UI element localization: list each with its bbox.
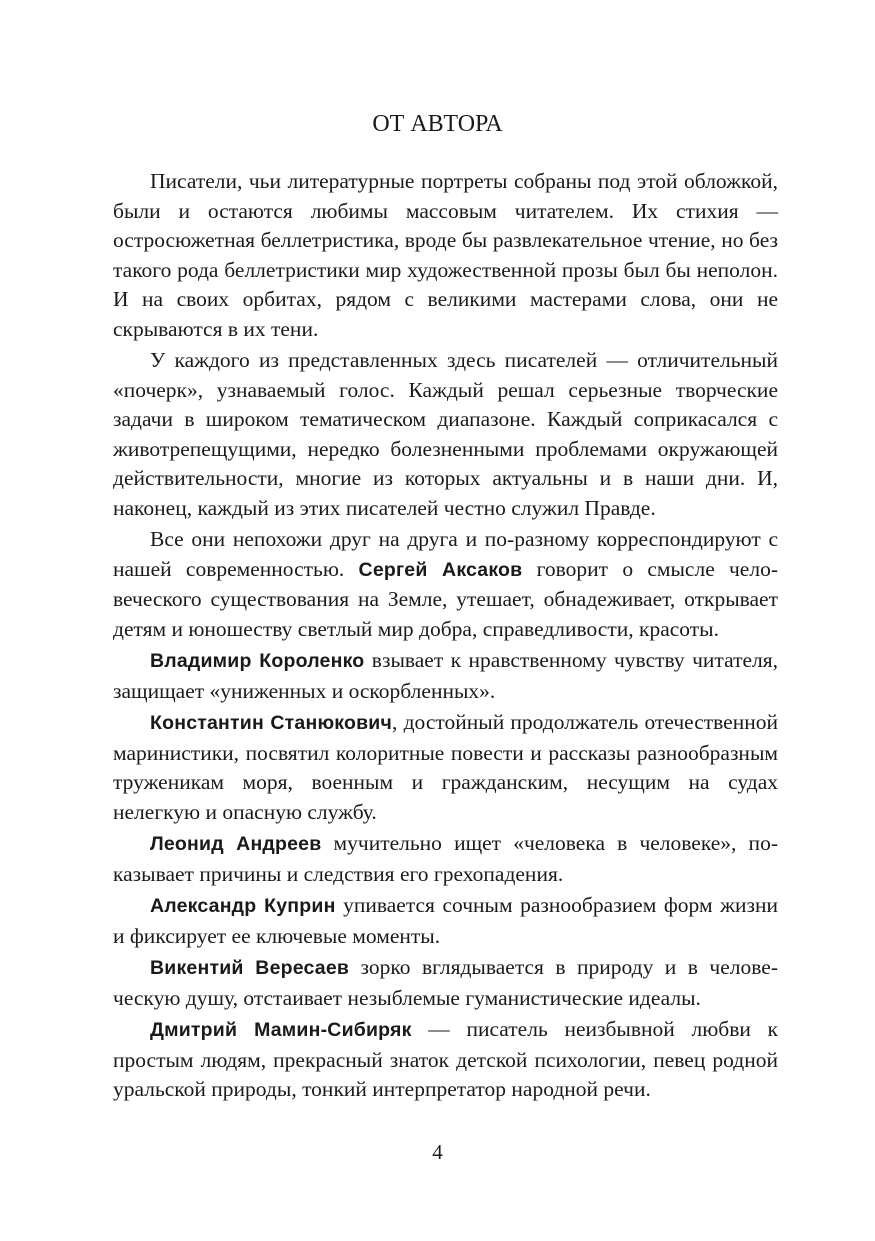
paragraph-7 (113, 891, 778, 951)
author-name-mamin-sibiryak: Дмитрий Мамин-Сибиряк (150, 1019, 412, 1041)
paragraph-text: , достойный продолжатель отечественной маринистики, посвятил колоритные повести и рассказы разнообразным труженикам моря, военным и гражданским, несущим на судах нелегкую и опасную службу. (113, 710, 778, 824)
paragraph-text: мучительно ищет «человека в человеке», показывает причины и следствия его грехопадения. (113, 831, 778, 886)
paragraph-text: — писатель неизбывной любви к простым людям, прекрасный знаток детской психологии, певец родной уральской природы, тонкий интерпретатор народной речи. (113, 1017, 778, 1101)
paragraph-text: говорит о смысле человеческого существования на Земле, утешает, обнадеживает, открывает детям и юношеству светлый мир добра, справедливости, красоты. (113, 556, 778, 641)
paragraph-text: зорко вглядывается в природу и в человеческую душу, отстаивает незыблемые гуманистические идеалы. (113, 955, 778, 1010)
author-name-kuprin: Александр Куприн (150, 895, 336, 917)
paragraph-text: Писатели, чьи литературные портреты собраны под этой обложкой, были и остаются любимы массовым читателем. Их стихия — остросюжетная беллетристика, вроде бы развлекательное чтение, но без такого рода беллетристики мир художественной прозы был бы неполон. И на своих орбитах, рядом с великими мастерами слова, они не скрываются в их тени. (113, 169, 778, 341)
paragraph-text: взывает к нравственному чувству читателя, защищает «униженных и оскорбленных». (113, 648, 778, 703)
author-name-andreev: Леонид Андреев (150, 833, 322, 855)
author-name-stanyukovich: Константин Станюкович (150, 712, 393, 734)
author-name-veresaev: Викентий Вересаев (150, 957, 350, 979)
paragraph-6 (113, 829, 778, 889)
paragraph-2 (113, 346, 778, 523)
paragraph-1 (113, 167, 778, 344)
paragraph-text: У каждого из представленных здесь писателей — отличительный «почерк», узнаваемый голос. Каждый решал серьезные творческие задачи в широком тематическом диапазоне. Каждый соприкасался с животрепещущими, нередко болезненными проблемами окружающей действительности, многие из которых актуальны и в наши дни. И, наконец, каждый из этих писателей честно служил Правде. (113, 348, 778, 520)
paragraph-4 (113, 646, 778, 706)
paragraph-text: упивается сочным разнообразием форм жизни и фиксирует ее ключевые моменты. (113, 893, 778, 948)
author-name-aksakov: Сергей Аксаков (358, 558, 523, 581)
paragraph-5 (113, 708, 778, 827)
author-name-korolenko: Владимир Короленко (150, 650, 365, 672)
paragraph-8 (113, 953, 778, 1013)
paragraph-text-lead: Все они непохожи друг на друга и по-разному корреспондируют с нашей современностью. (113, 527, 778, 581)
paragraph-3 (113, 525, 778, 644)
page-number: 4 (432, 1140, 443, 1164)
body-text (113, 167, 778, 1107)
paragraph-9 (113, 1015, 778, 1105)
chapter-heading: ОТ АВТОРА (372, 111, 503, 137)
